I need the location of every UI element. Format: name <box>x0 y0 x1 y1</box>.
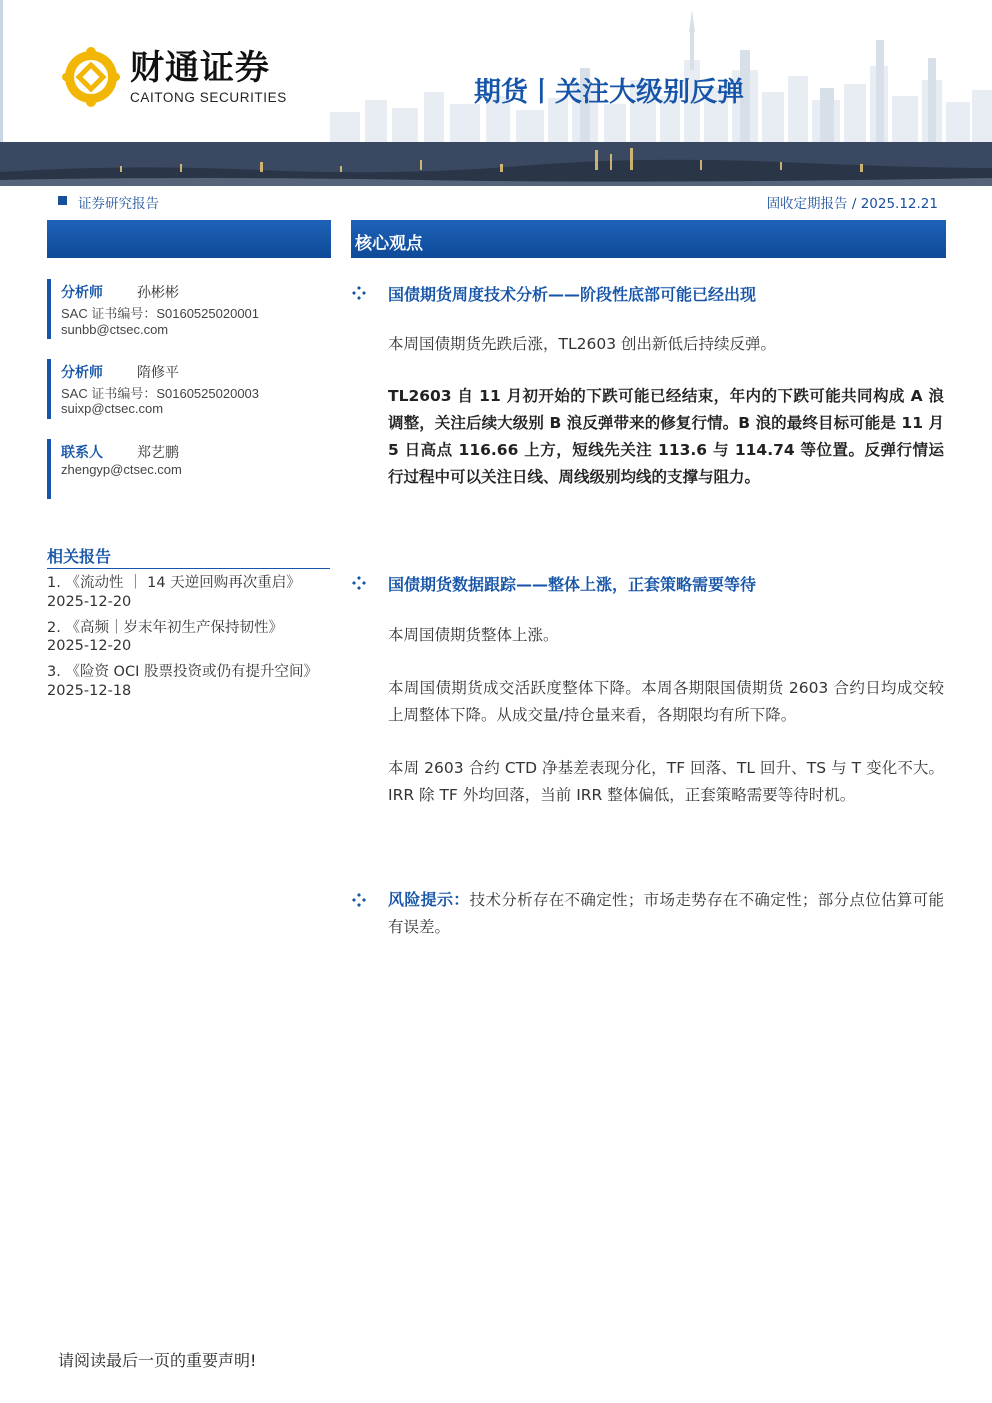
core-views-banner <box>351 220 946 258</box>
core-views-title: 核心观点 <box>355 234 423 254</box>
related-report-date: 2025-12-20 <box>47 594 132 610</box>
analyst-card <box>47 359 331 419</box>
city-night-photo-strip <box>0 142 992 186</box>
analyst-name: 隋修平 <box>137 365 179 381</box>
disclaimer-note: 请阅读最后一页的重要声明! <box>58 1351 257 1370</box>
report-category: 证券研究报告 <box>78 196 159 212</box>
related-report-link[interactable]: 3. 《险资 OCI 股票投资或仍有提升空间》 <box>47 664 318 680</box>
report-title: 期货丨关注大级别反弹 <box>474 77 744 108</box>
risk-warning-text: 技术分析存在不确定性；市场走势存在不确定性；部分点位估算可能有误差。 <box>388 891 944 936</box>
related-report-date: 2025-12-20 <box>47 638 132 654</box>
square-bullet-icon <box>58 196 67 205</box>
section-key-paragraph: TL2603 自 11 月初开始的下跌可能已经结束，年内的下跌可能共同构成 A 浪调整，关注后续大级别 B 浪反弹带来的修复行情。B 浪的最终目标可能是 11 月 5 日高点 116.66 上方，短线先关注 113.6 与 114.74 等位置。反弹行情运行过程中可以关注日线、周线级别均线的支撑与阻力。 <box>388 387 944 486</box>
left-column-banner <box>47 220 331 258</box>
diamond-bullet-icon <box>351 575 367 591</box>
analyst-sac-number: SAC 证书编号：S0160525020001 <box>61 306 260 321</box>
analyst-role: 分析师 <box>61 285 103 301</box>
section-paragraph: 本周国债期货整体上涨。 <box>388 626 559 644</box>
contact-name: 郑艺鹏 <box>137 445 179 461</box>
report-type-date: 固收定期报告 / 2025.12.21 <box>766 196 938 212</box>
diamond-bullet-icon <box>351 285 367 301</box>
analyst-accent-bar <box>47 279 51 339</box>
related-report-date: 2025-12-18 <box>47 683 132 699</box>
contact-email[interactable]: zhengyp@ctsec.com <box>61 462 182 477</box>
section-paragraph: 本周国债期货先跌后涨，TL2603 创出新低后持续反弹。 <box>388 335 776 353</box>
analyst-card <box>47 279 331 339</box>
risk-warning-label: 风险提示： <box>388 890 470 909</box>
analyst-sac-number: SAC 证书编号：S0160525020003 <box>61 386 260 401</box>
related-reports-divider <box>47 568 330 569</box>
related-report-link[interactable]: 2. 《高频｜岁末年初生产保持韧性》 <box>47 620 283 636</box>
analyst-email[interactable]: suixp@ctsec.com <box>61 401 164 416</box>
header-left-edge <box>0 0 3 142</box>
section-heading-data-tracking: 国债期货数据跟踪——整体上涨，正套策略需要等待 <box>388 575 757 594</box>
analyst-accent-bar <box>47 439 51 499</box>
contact-role: 联系人 <box>61 445 103 461</box>
related-report-link[interactable]: 1. 《流动性 ｜ 14 天逆回购再次重启》 <box>47 575 301 591</box>
caitong-logo-mark-icon <box>62 46 120 108</box>
contact-card <box>47 439 331 499</box>
analyst-email[interactable]: sunbb@ctsec.com <box>61 322 169 337</box>
logo-chinese-name: 财通证券 <box>130 48 270 88</box>
related-reports-title: 相关报告 <box>47 547 112 566</box>
analyst-accent-bar <box>47 359 51 419</box>
analyst-role: 分析师 <box>61 365 103 381</box>
section-heading-technical-analysis: 国债期货周度技术分析——阶段性底部可能已经出现 <box>388 285 757 304</box>
diamond-bullet-icon <box>351 892 367 908</box>
logo-english-name: CAITONG SECURITIES <box>130 90 287 105</box>
report-subheader <box>58 192 938 212</box>
risk-warning <box>388 886 944 941</box>
analyst-name: 孙彬彬 <box>137 285 179 301</box>
report-header <box>0 0 992 186</box>
section-paragraph: 本周 2603 合约 CTD 净基差表现分化，TF 回落、TL 回升、TS 与 T 变化不大。IRR 除 TF 外均回落，当前 IRR 整体偏低，正套策略需要等待时机。 <box>388 759 944 804</box>
caitong-logo <box>62 46 292 110</box>
section-paragraph: 本周国债期货成交活跃度整体下降。本周各期限国债期货 2603 合约日均成交较上周整体下降。从成交量/持仓量来看，各期限均有所下降。 <box>388 679 944 724</box>
